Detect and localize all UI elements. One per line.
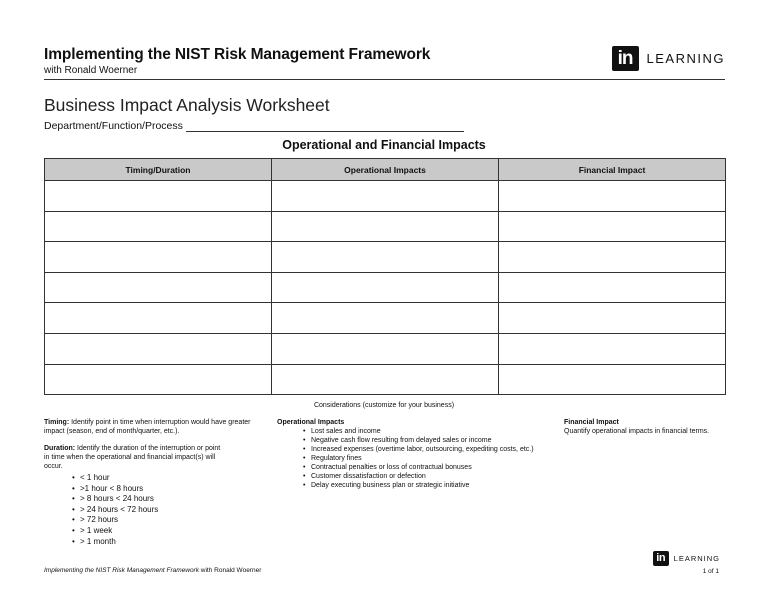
table-cell[interactable] — [499, 303, 726, 334]
table-cell[interactable] — [499, 242, 726, 273]
considerations-title: Considerations (customize for your business) — [313, 402, 455, 409]
duration-item: • > 72 hours — [72, 515, 254, 526]
table-row — [45, 333, 726, 364]
table-cell[interactable] — [45, 303, 272, 334]
table-row — [45, 242, 726, 273]
footer-linkedin-learning-logo — [653, 551, 720, 566]
table-row — [45, 303, 726, 334]
table-cell[interactable] — [45, 364, 272, 395]
financial-text: Quantify operational impacts in financial terms. — [564, 428, 710, 435]
table-cell[interactable] — [45, 181, 272, 212]
duration-label: Duration: — [44, 445, 76, 452]
table-cell[interactable] — [499, 364, 726, 395]
footer-author: with Ronald Woerner — [198, 567, 262, 574]
table-cell[interactable] — [272, 333, 499, 364]
linkedin-learning-logo — [612, 46, 725, 71]
timing-note — [44, 418, 254, 436]
column-header-timing: Timing/Duration — [45, 159, 272, 181]
financial-label: Financial Impact — [564, 419, 619, 426]
table-cell[interactable] — [272, 303, 499, 334]
duration-list — [72, 473, 254, 547]
table-cell[interactable] — [499, 272, 726, 303]
section-title: Operational and Financial Impacts — [282, 138, 486, 152]
column-header-financial: Financial Impact — [499, 159, 726, 181]
footer-course-note — [44, 567, 261, 574]
duration-item: • > 1 month — [72, 537, 254, 548]
table-body — [45, 181, 726, 395]
timing-text: Identify point in time when interruption would have greater impact (season, end of month/quarter, etc.). — [44, 419, 251, 435]
table-header-row — [45, 159, 726, 181]
footer-course-title: Implementing the NIST Risk Management Framework — [44, 567, 199, 574]
operational-item: • Lost sales and income — [303, 427, 557, 436]
table-cell[interactable] — [499, 333, 726, 364]
operational-list — [303, 427, 557, 490]
operational-item: • Customer dissatisfaction or defection — [303, 472, 557, 481]
table-cell[interactable] — [272, 242, 499, 273]
timing-label: Timing: — [44, 419, 70, 426]
considerations-timing-column — [44, 418, 254, 547]
course-title: Implementing the NIST Risk Management Framework — [44, 46, 431, 63]
duration-item: • < 1 hour — [72, 473, 254, 484]
table-cell[interactable] — [45, 272, 272, 303]
table-cell[interactable] — [499, 181, 726, 212]
table-cell[interactable] — [272, 364, 499, 395]
page-number: 1 of 1 — [702, 568, 719, 575]
document-header — [44, 46, 725, 80]
worksheet-title: Business Impact Analysis Worksheet — [44, 95, 330, 115]
duration-item: • > 8 hours < 24 hours — [72, 494, 254, 505]
table-row — [45, 364, 726, 395]
duration-item: • > 24 hours < 72 hours — [72, 505, 254, 516]
operational-label: Operational Impacts — [277, 419, 345, 426]
table-cell[interactable] — [499, 211, 726, 242]
operational-item: • Regulatory fines — [303, 454, 557, 463]
table-cell[interactable] — [45, 333, 272, 364]
course-subtitle: with Ronald Woerner — [44, 65, 138, 76]
operational-item: • Negative cash flow resulting from delayed sales or income — [303, 436, 557, 445]
linkedin-in-icon: in — [612, 46, 639, 71]
duration-text: Identify the duration of the interruption or point in time when the operational and financial impact(s) will occur. — [44, 445, 221, 470]
table-cell[interactable] — [45, 242, 272, 273]
duration-note — [44, 444, 224, 471]
table-cell[interactable] — [45, 211, 272, 242]
table-cell[interactable] — [272, 181, 499, 212]
operational-item: • Contractual penalties or loss of contractual bonuses — [303, 463, 557, 472]
department-field — [44, 120, 464, 132]
footer-logo-text: LEARNING — [673, 554, 720, 563]
considerations-operational-column — [277, 418, 557, 490]
table-row — [45, 272, 726, 303]
footer-linkedin-in-icon: in — [653, 551, 669, 566]
department-label: Department/Function/Process — [44, 120, 183, 132]
department-blank-line — [186, 122, 464, 132]
table-row — [45, 211, 726, 242]
table-row — [45, 181, 726, 212]
impacts-table — [44, 158, 726, 395]
operational-item: • Increased expenses (overtime labor, outsourcing, expediting costs, etc.) — [303, 445, 557, 454]
duration-item: • >1 hour < 8 hours — [72, 484, 254, 495]
considerations-financial-column — [564, 418, 734, 436]
logo-text: LEARNING — [646, 51, 725, 66]
table-cell[interactable] — [272, 211, 499, 242]
operational-item: • Delay executing business plan or strategic initiative — [303, 481, 557, 490]
duration-item: • > 1 week — [72, 526, 254, 537]
column-header-operational: Operational Impacts — [272, 159, 499, 181]
table-cell[interactable] — [272, 272, 499, 303]
